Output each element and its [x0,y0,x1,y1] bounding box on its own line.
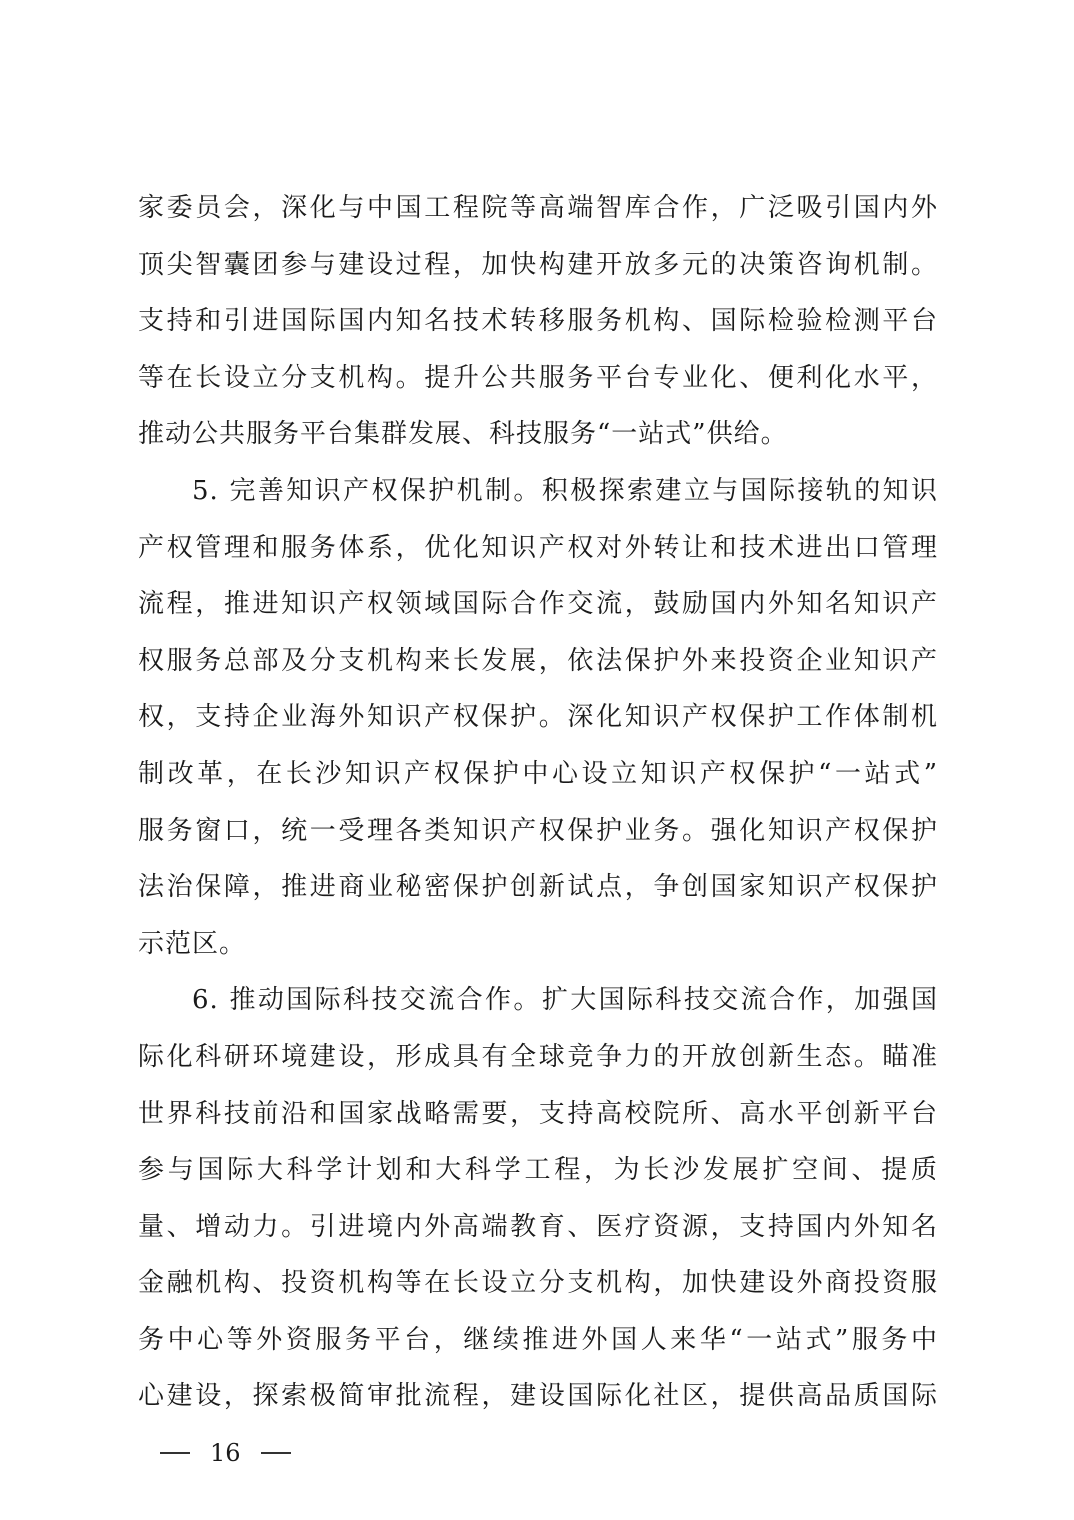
text-line: 家委员会，深化与中国工程院等高端智库合作，广泛吸引国内外 [138,193,938,223]
text-line: 推动公共服务平台集群发展、科技服务“一站式”供给。 [138,419,788,450]
text-line: 参与国际大科学计划和大科学工程，为长沙发展扩空间、提质 [138,1155,938,1186]
text-line: 产权管理和服务体系，优化知识产权对外转让和技术进出口管理 [138,532,938,563]
page-footer [160,1437,291,1469]
footer-dash-left [160,1452,190,1454]
text-line: 务中心等外资服务平台，继续推进外国人来华“一站式”服务中 [138,1324,938,1355]
text-line: 法治保障，推进商业秘密保护创新试点，争创国家知识产权保护 [138,872,938,903]
text-line: 世界科技前沿和国家战略需要，支持高校院所、高水平创新平台 [138,1098,938,1129]
text-line: 示范区。 [138,928,247,959]
text-line: 顶尖智囊团参与建设过程，加快构建开放多元的决策咨询机制。 [138,249,938,280]
text-line: 权，支持企业海外知识产权保护。深化知识产权保护工作体制机 [138,702,938,733]
text-line: 服务窗口，统一受理各类知识产权保护业务。强化知识产权保护 [138,815,938,846]
text-line: 金融机构、投资机构等在长设立分支机构，加快建设外商投资服 [138,1268,938,1299]
page-number: 16 [210,1439,241,1467]
text-line: 等在长设立分支机构。提升公共服务平台专业化、便利化水平， [138,362,938,393]
text-line: 心建设，探索极简审批流程，建设国际化社区，提供高品质国际 [138,1381,938,1412]
section-6-heading-line: 6. 推动国际科技交流合作。扩大国际科技交流合作，加强国 [192,985,938,1016]
text-line: 量、增动力。引进境内外高端教育、医疗资源，支持国内外知名 [138,1211,938,1242]
text-line: 权服务总部及分支机构来长发展，依法保护外来投资企业知识产 [138,645,938,676]
footer-dash-right [261,1452,291,1454]
body-text [138,180,938,1425]
section-5-heading-line: 5. 完善知识产权保护机制。积极探索建立与国际接轨的知识 [192,475,938,506]
text-line: 制改革，在长沙知识产权保护中心设立知识产权保护“一站式” [138,758,938,789]
text-line: 流程，推进知识产权领域国际合作交流，鼓励国内外知名知识产 [138,589,938,620]
text-line: 际化科研环境建设，形成具有全球竞争力的开放创新生态。瞄准 [138,1041,938,1072]
text-line: 支持和引进国际国内知名技术转移服务机构、国际检验检测平台 [138,306,938,337]
